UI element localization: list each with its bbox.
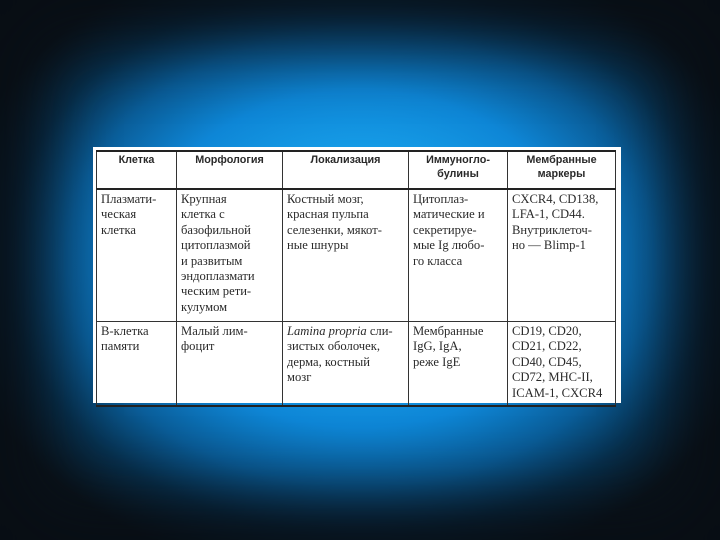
localization-rest: сли- зистых оболочек, дерма, костный мозг	[287, 324, 393, 385]
header-immunoglobulins: Иммуногло- булины	[409, 151, 508, 189]
header-morphology: Морфология	[177, 151, 283, 189]
row-markers: CXCR4, CD138, LFA-1, CD44. Внутриклеточ- но — Blimp-1	[508, 189, 616, 322]
row-cell-name: Плазмати- ческая клетка	[97, 189, 177, 322]
header-markers: Мембранные маркеры	[508, 151, 616, 189]
row-morphology: Крупная клетка с базофильной цитоплазмой и развитым эндоплазмати ческим рети- кулумом	[177, 189, 283, 322]
row-immunoglobulins: Мембранные IgG, IgA, реже IgE	[409, 322, 508, 407]
row-morphology: Малый лим- фоцит	[177, 322, 283, 407]
table-header-row	[97, 151, 616, 189]
table-image-panel	[93, 147, 621, 403]
row-localization: Костный мозг, красная пульпа селезенки, мякот- ные шнуры	[283, 189, 409, 322]
header-localization: Локализация	[283, 151, 409, 189]
table-row	[97, 322, 616, 407]
table-row	[97, 189, 616, 322]
header-cell: Клетка	[97, 151, 177, 189]
row-localization	[283, 322, 409, 407]
cell-comparison-table	[96, 150, 616, 407]
row-markers: CD19, CD20, CD21, CD22, CD40, CD45, CD72, MHC-II, ICAM-1, CXCR4	[508, 322, 616, 407]
row-immunoglobulins: Цитоплаз- матические и секретируе- мые Ig любо- го класса	[409, 189, 508, 322]
row-cell-name: В-клетка памяти	[97, 322, 177, 407]
localization-italic-term: Lamina propria	[287, 324, 367, 338]
